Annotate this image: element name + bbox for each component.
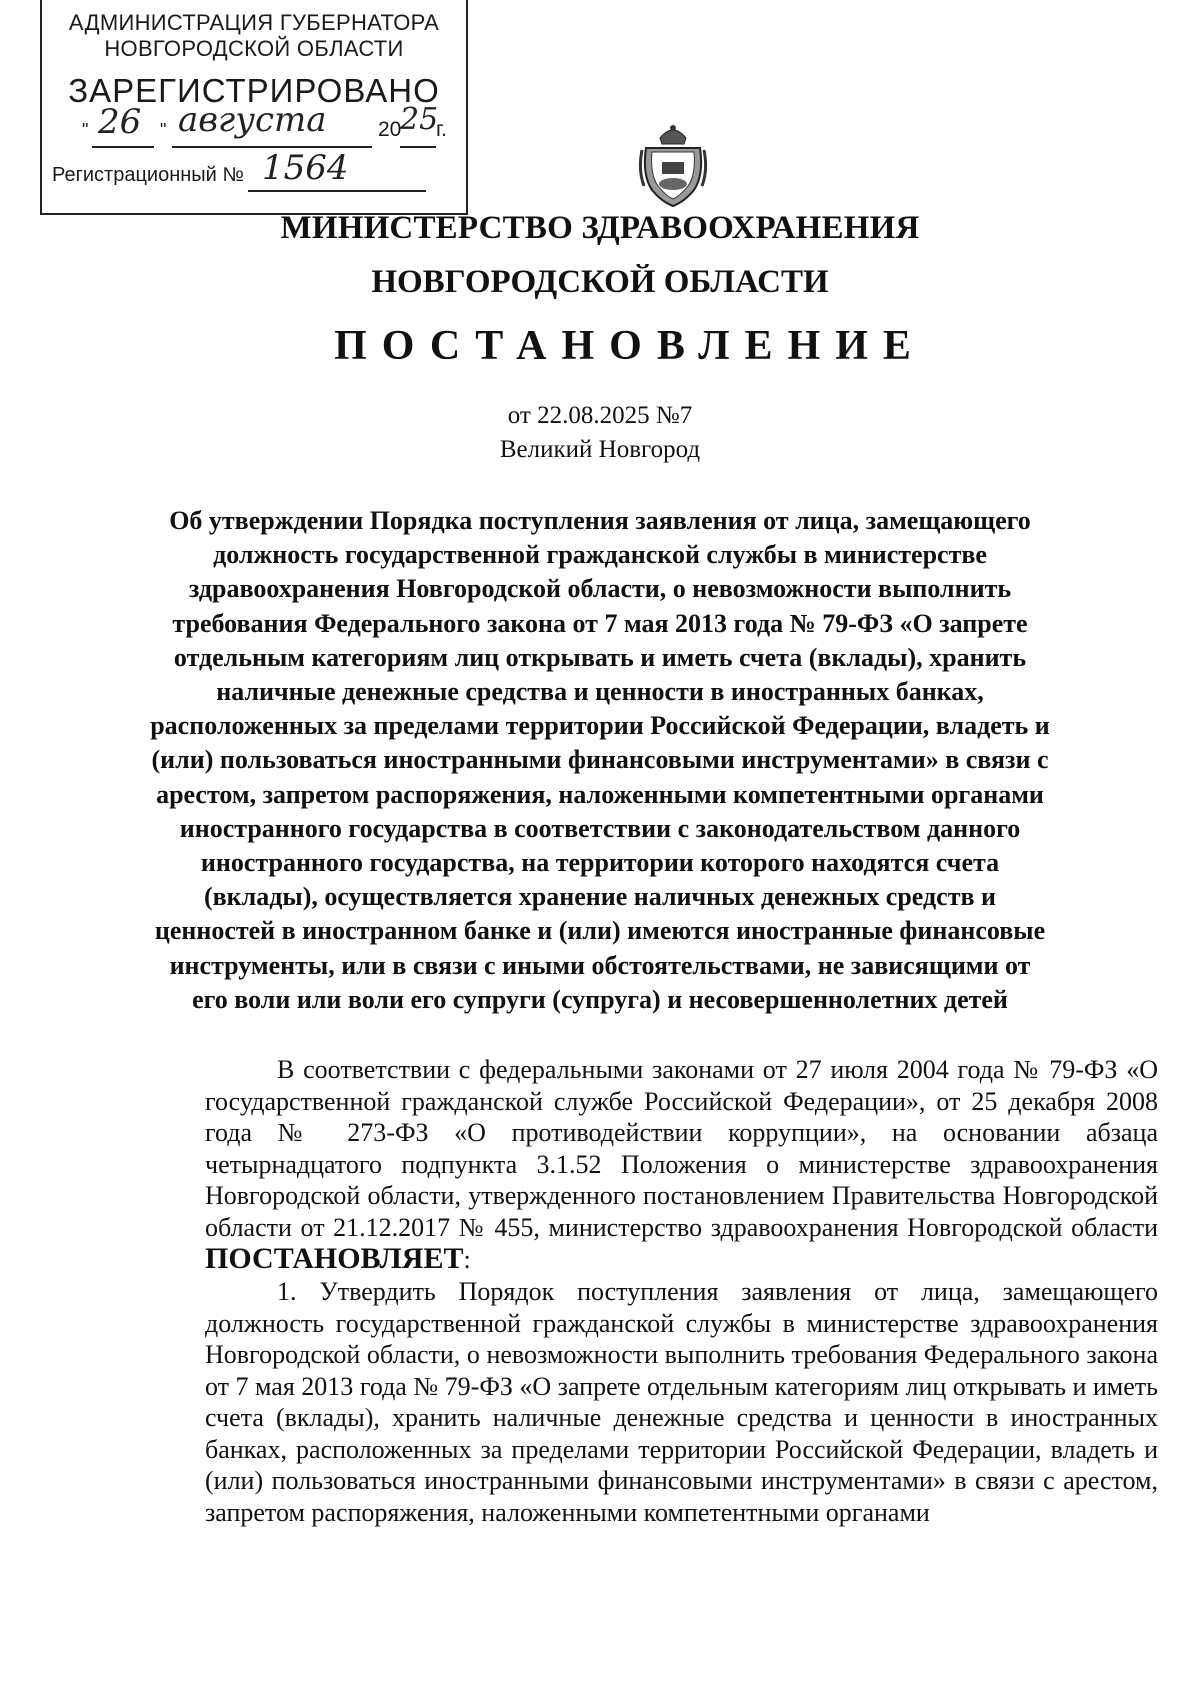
paragraph-1-text: В соответствии с федеральными законами от 27 июля 2004 года № 79-ФЗ «О государственной гражданской службе Российской Федерации», от 25 декабря 2008 года № 273-ФЗ «О противодействии коррупции», на основании абзаца четырнадцатого подпункта 3.1.52 Положения о министерстве здравоохранения Новгородской области, утвержденного постановлением Правительства Новгородской области от 21.12.2017 № 455, министерство здравоохранения Новгородской области (205, 1055, 1158, 1242)
stamp-date-line: " 26 " августа 20 25 г. (82, 112, 462, 152)
stamp-year-prefix: 20 (378, 118, 402, 141)
stamp-month: августа (178, 100, 327, 140)
document-date-number: от 22.08.2025 №7 (507, 402, 693, 429)
stamp-reg-number: 1564 (262, 148, 349, 188)
document-city: Великий Новгород (499, 436, 701, 463)
stamp-year-unit: г. (436, 118, 447, 141)
document-heading: Об утверждении Порядка поступления заявления от лица, замещающего должность государственной гражданской службы в министерстве здравоохранения Новгородской области, о невозможности выполнить требования Федерального закона от 7 мая 2013 года № 79-ФЗ «О запрете отдельным категориям лиц открывать и иметь счета (вклады), хранить наличные денежные средства и ценности в иностранных банках, расположенных за пределами территории Российской Федерации, владеть и (или) пользоваться иностранными финансовыми инструментами» в связи с арестом, запретом распоряжения, наложенными компетентными органами иностранного государства в соответствии с законодательством данного иностранного государства, на территории которого находятся счета (вклады), осуществляется хранение наличных денежных средств и ценностей в иностранном банке и (или) имеются иностранные финансовые инструменты, или в связи с иными обстоятельствами, не зависящими от его воли или воли его супруги (супруга) и несовершеннолетних детей (150, 506, 1050, 1014)
stamp-org-line1: АДМИНИСТРАЦИЯ ГУБЕРНАТОРА (68, 10, 440, 35)
paragraph-1-end: : (463, 1245, 471, 1274)
stamp-org-line2: НОВГОРОДСКОЙ ОБЛАСТИ (104, 36, 404, 61)
ministry-name-line1: МИНИСТЕРСТВО ЗДРАВООХРАНЕНИЯ (280, 210, 920, 246)
stamp-year-suffix: 25 (400, 102, 439, 137)
stamp-reg-line (52, 148, 462, 200)
paragraph-1-keyword: ПОСТАНОВЛЯЕТ (205, 1242, 464, 1275)
body-paragraph-1 (205, 1054, 1158, 1276)
ministry-name-line2: НОВГОРОДСКОЙ ОБЛАСТИ (371, 264, 829, 300)
novgorod-coat-of-arms-icon (638, 120, 708, 210)
document-type-title: ПОСТАНОВЛЕНИЕ (334, 323, 926, 369)
registration-stamp (40, 0, 468, 215)
body-paragraph-2: 1. Утвердить Порядок поступления заявления от лица, замещающего должность государственной гражданской службы в министерстве здравоохранения Новгородской области, о невозможности выполнить требования Федерального закона от 7 мая 2013 года № 79-ФЗ «О запрете отдельным категориям лиц открывать и иметь счета (вклады), хранить наличные денежные средства и ценности в иностранных банках, расположенных за пределами территории Российской Федерации, владеть и (или) пользоваться иностранными финансовыми инструментами» в связи с арестом, запретом распоряжения, наложенными компетентными органами (205, 1277, 1158, 1527)
stamp-registered: ЗАРЕГИСТРИРОВАНО (68, 72, 440, 109)
stamp-day: 26 (98, 102, 142, 142)
stamp-reg-label: Регистрационный № (52, 164, 244, 186)
